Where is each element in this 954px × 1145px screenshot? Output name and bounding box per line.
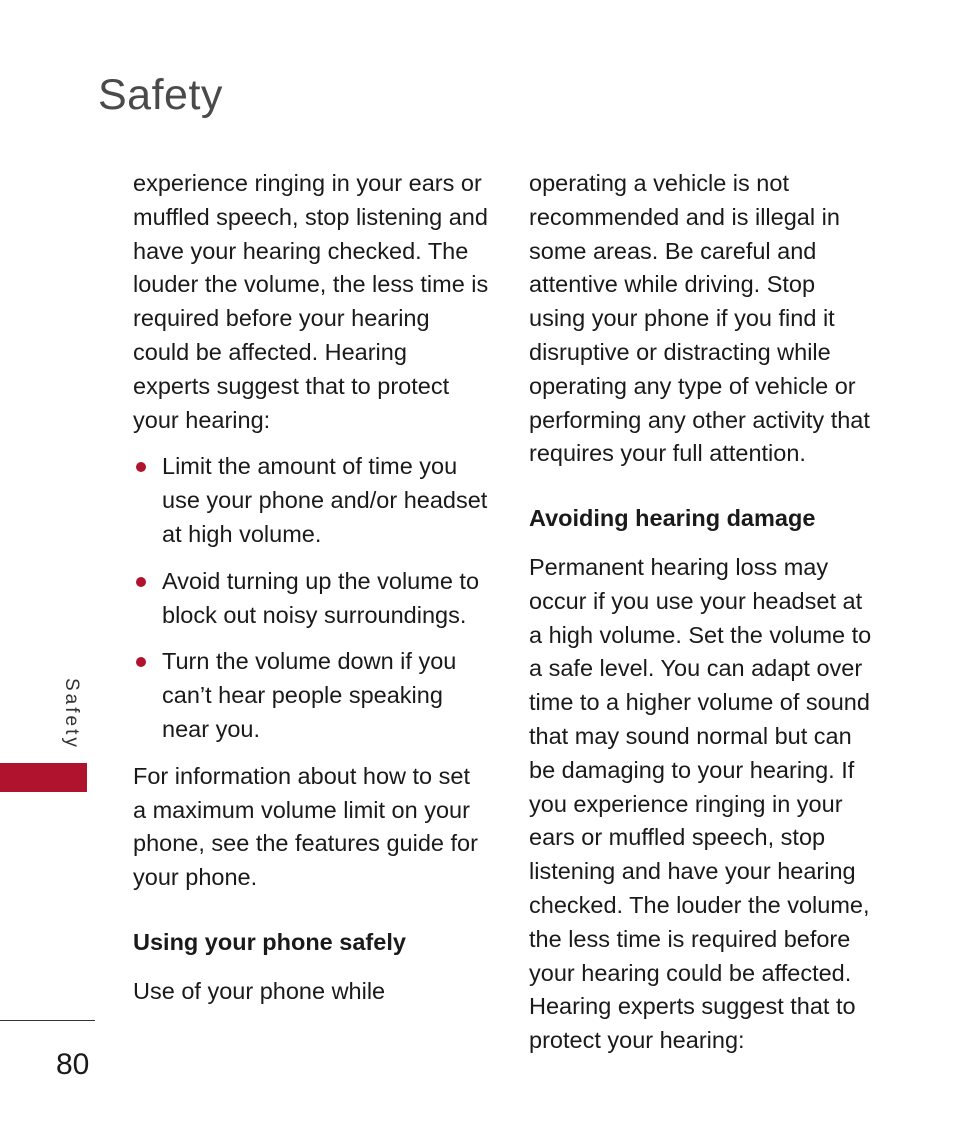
- bullet-icon: [136, 657, 146, 667]
- side-tab-bar: [0, 763, 87, 792]
- left-paragraph-1: experience ringing in your ears or muffled speech, stop listening and have your hearing checked. The louder the volume, the less time is required before your hearing could be affected. Hearing experts suggest that to protect your hearing:: [133, 170, 489, 433]
- footer-divider: [0, 1020, 95, 1021]
- left-column: [133, 167, 489, 1009]
- section-heading-using-phone-safely: Using your phone safely: [133, 928, 406, 955]
- right-column: [529, 167, 877, 1058]
- right-paragraph-2: Permanent hearing loss may occur if you use your headset at a high volume. Set the volume to a safe level. You can adapt over time to a higher volume of sound that may sound normal but can be damaging to your hearing. If you experience ringing in your ears or muffled speech, stop listening and have your hearing checked. The louder the volume, the less time is required before your hearing could be affected. Hearing experts suggest that to protect your hearing:: [529, 553, 872, 1054]
- left-paragraph-2: For information about how to set a maximum volume limit on your phone, see the features guide for your phone.: [133, 762, 478, 891]
- list-item: [133, 450, 489, 551]
- bullet-list: [133, 450, 489, 746]
- left-paragraph-3: Use of your phone while: [133, 977, 386, 1004]
- bullet-icon: [136, 462, 146, 472]
- bullet-text: Avoid turning up the volume to block out noisy surroundings.: [162, 567, 480, 628]
- bullet-text: Turn the volume down if you can’t hear people speaking near you.: [162, 648, 457, 742]
- section-heading-avoiding-hearing-damage: Avoiding hearing damage: [529, 505, 816, 532]
- right-paragraph-1: operating a vehicle is not recommended and is illegal in some areas. Be careful and attentive while driving. Stop using your phone if you find it disruptive or distracting while operating any type of vehicle or performing any other activity that requires your full attention.: [529, 170, 870, 467]
- page-number: 80: [56, 1048, 90, 1081]
- list-item: [133, 645, 489, 746]
- list-item: [133, 565, 489, 633]
- bullet-text: Limit the amount of time you use your phone and/or headset at high volume.: [162, 453, 488, 547]
- side-tab-label: Safety: [61, 678, 82, 750]
- page-title: Safety: [98, 71, 223, 119]
- bullet-icon: [136, 577, 146, 587]
